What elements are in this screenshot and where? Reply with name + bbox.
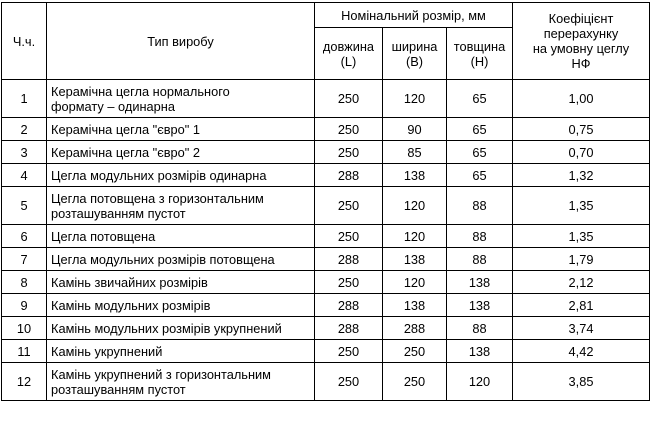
cell-num: 7 <box>2 248 47 271</box>
length-header-line: (L) <box>340 53 357 69</box>
cell-length: 250 <box>315 225 383 248</box>
cell-type: Камінь укрупнений <box>47 340 315 363</box>
coef-header-line: перерахунку <box>543 26 619 41</box>
table-row <box>2 187 650 225</box>
thickness-header-line: товщина <box>453 38 506 54</box>
cell-width: 90 <box>383 118 447 141</box>
cell-thickness: 138 <box>447 340 513 363</box>
col-header-length <box>315 28 383 80</box>
cell-width: 120 <box>383 187 447 225</box>
cell-thickness: 120 <box>447 363 513 401</box>
table-row <box>2 340 650 363</box>
cell-length: 288 <box>315 164 383 187</box>
cell-coefficient: 0,75 <box>513 118 650 141</box>
cell-length: 250 <box>315 340 383 363</box>
cell-coefficient: 1,32 <box>513 164 650 187</box>
cell-type <box>47 187 315 225</box>
cell-type-line: розташуванням пустот <box>51 205 186 221</box>
cell-num: 3 <box>2 141 47 164</box>
table-row <box>2 317 650 340</box>
cell-length: 250 <box>315 80 383 118</box>
cell-num: 9 <box>2 294 47 317</box>
table-row <box>2 271 650 294</box>
cell-width: 250 <box>383 363 447 401</box>
table-body <box>2 80 650 401</box>
cell-num: 5 <box>2 187 47 225</box>
cell-length: 250 <box>315 118 383 141</box>
cell-coefficient: 0,70 <box>513 141 650 164</box>
cell-coefficient: 1,00 <box>513 80 650 118</box>
cell-thickness: 138 <box>447 271 513 294</box>
cell-thickness: 138 <box>447 294 513 317</box>
cell-width: 120 <box>383 271 447 294</box>
cell-num: 10 <box>2 317 47 340</box>
cell-num: 2 <box>2 118 47 141</box>
table-row <box>2 164 650 187</box>
col-header-coefficient <box>513 3 650 80</box>
cell-type <box>47 80 315 118</box>
table-row <box>2 118 650 141</box>
cell-length: 288 <box>315 317 383 340</box>
cell-type <box>47 363 315 401</box>
cell-thickness: 65 <box>447 80 513 118</box>
table-row <box>2 294 650 317</box>
cell-thickness: 65 <box>447 141 513 164</box>
cell-type: Цегла потовщена <box>47 225 315 248</box>
cell-length: 250 <box>315 271 383 294</box>
table-row <box>2 363 650 401</box>
cell-num: 4 <box>2 164 47 187</box>
cell-length: 288 <box>315 294 383 317</box>
col-header-nominal-size: Номінальний розмір, мм <box>315 3 513 28</box>
cell-length: 250 <box>315 141 383 164</box>
cell-type-line: Камінь укрупнений з горизонтальним <box>51 366 271 382</box>
cell-thickness: 88 <box>447 248 513 271</box>
cell-coefficient: 1,35 <box>513 187 650 225</box>
cell-type-line: формату – одинарна <box>51 98 175 114</box>
cell-length: 288 <box>315 248 383 271</box>
thickness-header-line: (H) <box>470 53 489 69</box>
cell-coefficient: 1,79 <box>513 248 650 271</box>
coef-header-line: на умовну цеглу <box>532 41 630 56</box>
cell-num: 6 <box>2 225 47 248</box>
col-header-num: Ч.ч. <box>2 3 47 80</box>
cell-width: 85 <box>383 141 447 164</box>
cell-coefficient: 1,35 <box>513 225 650 248</box>
cell-coefficient: 3,74 <box>513 317 650 340</box>
coef-header-line: НФ <box>571 56 591 71</box>
cell-width: 120 <box>383 225 447 248</box>
cell-width: 288 <box>383 317 447 340</box>
cell-type: Камінь звичайних розмірів <box>47 271 315 294</box>
cell-num: 11 <box>2 340 47 363</box>
table-row <box>2 248 650 271</box>
cell-type: Камінь модульних розмірів <box>47 294 315 317</box>
cell-type: Керамічна цегла "євро" 2 <box>47 141 315 164</box>
cell-width: 138 <box>383 164 447 187</box>
width-header-line: ширина <box>391 38 438 54</box>
cell-num: 8 <box>2 271 47 294</box>
col-header-thickness <box>447 28 513 80</box>
cell-length: 250 <box>315 187 383 225</box>
length-header-line: довжина <box>322 38 375 54</box>
cell-width: 138 <box>383 294 447 317</box>
col-header-width <box>383 28 447 80</box>
cell-coefficient: 2,12 <box>513 271 650 294</box>
cell-thickness: 88 <box>447 187 513 225</box>
cell-type-line: Керамічна цегла нормального <box>51 83 230 99</box>
table-row <box>2 141 650 164</box>
cell-num: 12 <box>2 363 47 401</box>
cell-type-line: розташуванням пустот <box>51 381 186 397</box>
table-row <box>2 225 650 248</box>
table-row <box>2 80 650 118</box>
cell-thickness: 65 <box>447 118 513 141</box>
cell-width: 250 <box>383 340 447 363</box>
cell-type: Керамічна цегла "євро" 1 <box>47 118 315 141</box>
cell-coefficient: 4,42 <box>513 340 650 363</box>
cell-coefficient: 3,85 <box>513 363 650 401</box>
cell-thickness: 88 <box>447 225 513 248</box>
width-header-line: (B) <box>405 53 424 69</box>
coef-header-line: Коефіцієнт <box>548 11 614 26</box>
header-row-1 <box>2 3 650 28</box>
cell-type-line: Цегла потовщена з горизонтальним <box>51 190 264 206</box>
cell-type: Камінь модульних розмірів укрупнений <box>47 317 315 340</box>
cell-thickness: 65 <box>447 164 513 187</box>
cell-length: 250 <box>315 363 383 401</box>
brick-sizes-table <box>1 2 650 401</box>
cell-type: Цегла модульних розмірів одинарна <box>47 164 315 187</box>
col-header-type: Тип виробу <box>47 3 315 80</box>
cell-coefficient: 2,81 <box>513 294 650 317</box>
cell-width: 120 <box>383 80 447 118</box>
cell-thickness: 88 <box>447 317 513 340</box>
cell-num: 1 <box>2 80 47 118</box>
cell-width: 138 <box>383 248 447 271</box>
cell-type: Цегла модульних розмірів потовщена <box>47 248 315 271</box>
